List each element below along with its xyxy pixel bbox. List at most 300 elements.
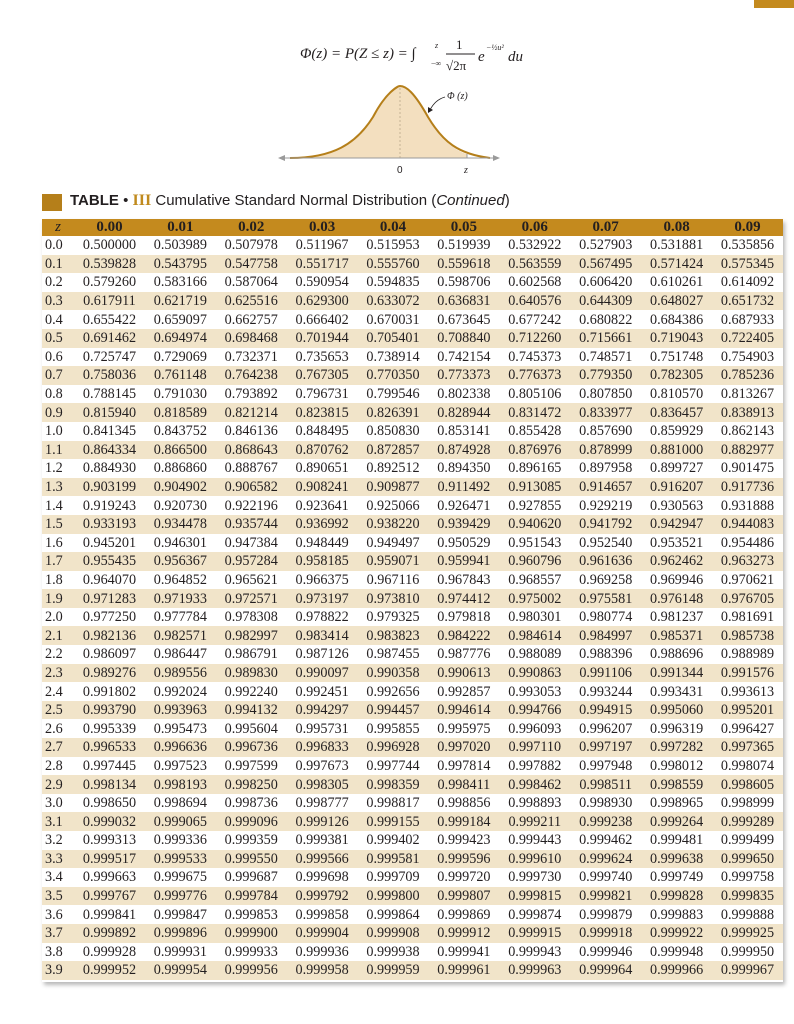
z-value-cell: 2.8 [45, 757, 63, 774]
probability-cell: 0.850830 [366, 423, 420, 440]
probability-cell: 0.996636 [153, 739, 207, 756]
probability-cell: 0.531881 [649, 237, 704, 254]
probability-cell: 0.956367 [153, 553, 207, 570]
probability-cell: 0.999581 [366, 850, 420, 867]
probability-cell: 0.999815 [508, 888, 562, 905]
probability-cell: 0.610261 [649, 274, 704, 291]
title-roman-numeral: III [132, 192, 152, 209]
probability-cell: 0.997814 [437, 757, 491, 774]
probability-cell: 0.559618 [437, 255, 491, 272]
shaded-area [290, 86, 467, 158]
probability-cell: 0.972571 [224, 590, 278, 607]
table-row [42, 775, 783, 794]
probability-cell: 0.997599 [224, 757, 278, 774]
probability-cell: 0.987776 [437, 646, 491, 663]
probability-cell: 0.971283 [82, 590, 137, 607]
probability-cell: 0.939429 [437, 516, 491, 533]
probability-cell: 0.999359 [224, 832, 278, 849]
probability-cell: 0.989830 [224, 664, 278, 681]
probability-cell: 0.598706 [437, 274, 491, 291]
probability-cell: 0.978308 [224, 609, 278, 626]
probability-cell: 0.802338 [437, 386, 491, 403]
probability-cell: 0.708840 [437, 330, 491, 347]
probability-cell: 0.745373 [508, 348, 562, 365]
probability-cell: 0.791030 [153, 386, 207, 403]
probability-cell: 0.975002 [508, 590, 562, 607]
probability-cell: 0.587064 [224, 274, 278, 291]
table-row [42, 422, 783, 441]
probability-cell: 0.878999 [579, 441, 633, 458]
probability-cell: 0.532922 [508, 237, 562, 254]
probability-cell: 0.995473 [153, 720, 207, 737]
probability-cell: 0.673645 [437, 311, 491, 328]
probability-cell: 0.977250 [82, 609, 137, 626]
probability-cell: 0.934478 [153, 516, 207, 533]
probability-cell: 0.993053 [508, 683, 562, 700]
probability-cell: 0.992024 [153, 683, 207, 700]
probability-cell: 0.503989 [153, 237, 207, 254]
probability-cell: 0.738914 [366, 348, 420, 365]
probability-cell: 0.999698 [295, 869, 349, 886]
probability-cell: 0.999776 [153, 888, 207, 905]
fraction-denominator: √2π [446, 58, 467, 73]
table-row [42, 403, 783, 422]
probability-cell: 0.999032 [82, 813, 137, 830]
column-header: 0.08 [663, 219, 690, 235]
column-header: 0.02 [238, 219, 265, 235]
probability-cell: 0.929219 [579, 497, 633, 514]
table-row [42, 626, 783, 645]
table-row [42, 366, 783, 385]
z-value-cell: 0.5 [45, 330, 63, 347]
probability-cell: 0.998817 [366, 795, 420, 812]
probability-cell: 0.996319 [649, 720, 704, 737]
fraction-numerator: 1 [456, 37, 463, 52]
probability-cell: 0.519939 [437, 237, 491, 254]
probability-cell: 0.583166 [153, 274, 207, 291]
probability-cell: 0.936992 [295, 516, 349, 533]
probability-cell: 0.984614 [508, 627, 562, 644]
probability-cell: 0.959941 [437, 553, 491, 570]
probability-cell: 0.904902 [153, 479, 207, 496]
probability-cell: 0.785236 [720, 367, 775, 384]
probability-cell: 0.997020 [437, 739, 491, 756]
probability-cell: 0.991344 [649, 664, 704, 681]
probability-cell: 0.648027 [649, 293, 704, 310]
probability-cell: 0.999550 [224, 850, 278, 867]
probability-cell: 0.999963 [508, 962, 562, 979]
z-value-cell: 3.0 [45, 795, 63, 812]
probability-cell: 0.999928 [82, 943, 137, 960]
table-row [42, 329, 783, 348]
z-value-cell: 1.1 [45, 441, 63, 458]
z-value-cell: 2.7 [45, 739, 63, 756]
probability-cell: 0.998074 [720, 757, 775, 774]
probability-cell: 0.826391 [366, 404, 420, 421]
probability-cell: 0.748571 [579, 348, 633, 365]
probability-cell: 0.705401 [366, 330, 420, 347]
probability-cell: 0.999740 [579, 869, 633, 886]
probability-cell: 0.911492 [437, 479, 491, 496]
probability-cell: 0.967843 [437, 571, 491, 588]
formula-du: du [508, 49, 523, 65]
probability-cell: 0.975581 [579, 590, 633, 607]
table-row [42, 738, 783, 757]
probability-cell: 0.701944 [295, 330, 349, 347]
probability-cell: 0.990613 [437, 664, 491, 681]
probability-cell: 0.973810 [366, 590, 420, 607]
z-value-cell: 0.9 [45, 404, 63, 421]
probability-cell: 0.999499 [720, 832, 775, 849]
probability-cell: 0.998012 [649, 757, 704, 774]
probability-cell: 0.964852 [153, 571, 207, 588]
probability-cell: 0.999807 [437, 888, 491, 905]
probability-cell: 0.670031 [366, 311, 420, 328]
z-value-cell: 2.3 [45, 664, 63, 681]
probability-cell: 0.999864 [366, 906, 420, 923]
probability-cell: 0.758036 [82, 367, 137, 384]
probability-cell: 0.874928 [437, 441, 491, 458]
probability-cell: 0.999481 [649, 832, 704, 849]
probability-cell: 0.977784 [153, 609, 207, 626]
probability-cell: 0.999096 [224, 813, 278, 830]
table-row [42, 385, 783, 404]
probability-cell: 0.511967 [295, 237, 349, 254]
probability-cell: 0.992240 [224, 683, 278, 700]
probability-cell: 0.870762 [295, 441, 349, 458]
z-value-cell: 0.0 [45, 237, 63, 254]
z-value-cell: 3.4 [45, 869, 63, 886]
probability-cell: 0.999966 [649, 962, 704, 979]
probability-cell: 0.843752 [153, 423, 207, 440]
probability-cell: 0.999879 [579, 906, 633, 923]
probability-cell: 0.941792 [579, 516, 633, 533]
probability-cell: 0.958185 [295, 553, 349, 570]
probability-cell: 0.989556 [153, 664, 207, 681]
probability-cell: 0.864334 [82, 441, 137, 458]
table-row [42, 552, 783, 571]
probability-cell: 0.922196 [224, 497, 278, 514]
probability-cell: 0.999950 [720, 943, 775, 960]
probability-cell: 0.976705 [720, 590, 775, 607]
probability-cell: 0.857690 [579, 423, 633, 440]
probability-cell: 0.988089 [508, 646, 562, 663]
probability-cell: 0.998559 [649, 776, 704, 793]
table-row [42, 812, 783, 831]
probability-cell: 0.659097 [153, 311, 207, 328]
probability-cell: 0.841345 [82, 423, 137, 440]
column-header: z [55, 219, 61, 235]
probability-cell: 0.976148 [649, 590, 704, 607]
phi-z-label: Φ (z) [447, 91, 468, 102]
probability-cell: 0.989276 [82, 664, 137, 681]
probability-cell: 0.999462 [579, 832, 633, 849]
probability-cell: 0.999941 [437, 943, 491, 960]
probability-cell: 0.906582 [224, 479, 278, 496]
probability-cell: 0.892512 [366, 460, 420, 477]
probability-cell: 0.982136 [82, 627, 137, 644]
probability-cell: 0.818589 [153, 404, 207, 421]
probability-cell: 0.515953 [366, 237, 420, 254]
label-pointer-arrow [430, 97, 445, 110]
probability-cell: 0.999336 [153, 832, 207, 849]
probability-cell: 0.990097 [295, 664, 349, 681]
probability-cell: 0.942947 [649, 516, 704, 533]
probability-cell: 0.662757 [224, 311, 278, 328]
probability-cell: 0.838913 [720, 404, 775, 421]
probability-cell: 0.996533 [82, 739, 137, 756]
probability-cell: 0.935744 [224, 516, 278, 533]
probability-cell: 0.999874 [508, 906, 562, 923]
column-header: 0.01 [167, 219, 194, 235]
probability-cell: 0.987126 [295, 646, 349, 663]
probability-cell: 0.940620 [508, 516, 562, 533]
table-row [42, 943, 783, 962]
probability-cell: 0.998893 [508, 795, 562, 812]
probability-cell: 0.779350 [579, 367, 633, 384]
probability-cell: 0.680822 [579, 311, 633, 328]
probability-cell: 0.993613 [720, 683, 775, 700]
table-row [42, 868, 783, 887]
probability-cell: 0.999709 [366, 869, 420, 886]
probability-cell: 0.965621 [224, 571, 278, 588]
probability-cell: 0.999948 [649, 943, 704, 960]
probability-cell: 0.999841 [82, 906, 137, 923]
probability-cell: 0.999931 [153, 943, 207, 960]
z-value-cell: 0.1 [45, 255, 63, 272]
probability-cell: 0.984222 [437, 627, 491, 644]
probability-cell: 0.974412 [437, 590, 491, 607]
table-row [42, 645, 783, 664]
probability-cell: 0.848495 [295, 423, 349, 440]
probability-cell: 0.999828 [649, 888, 704, 905]
probability-cell: 0.926471 [437, 497, 491, 514]
probability-cell: 0.833977 [579, 404, 633, 421]
probability-cell: 0.999967 [720, 962, 775, 979]
probability-cell: 0.998511 [579, 776, 633, 793]
probability-cell: 0.909877 [366, 479, 420, 496]
probability-cell: 0.983823 [366, 627, 420, 644]
probability-cell: 0.979818 [437, 609, 491, 626]
probability-cell: 0.729069 [153, 348, 207, 365]
probability-cell: 0.999264 [649, 813, 704, 830]
probability-cell: 0.999155 [366, 813, 420, 830]
table-row [42, 719, 783, 738]
probability-cell: 0.998777 [295, 795, 349, 812]
probability-cell: 0.575345 [720, 255, 775, 272]
probability-cell: 0.949497 [366, 534, 420, 551]
column-header: 0.06 [521, 219, 548, 235]
probability-cell: 0.953521 [649, 534, 704, 551]
exp-power: −½u² [486, 43, 504, 52]
probability-cell: 0.999821 [579, 888, 633, 905]
probability-cell: 0.979325 [366, 609, 420, 626]
probability-cell: 0.997744 [366, 757, 420, 774]
probability-cell: 0.999792 [295, 888, 349, 905]
probability-cell: 0.999650 [720, 850, 775, 867]
probability-cell: 0.571424 [649, 255, 704, 272]
probability-cell: 0.853141 [437, 423, 491, 440]
z-value-cell: 3.6 [45, 906, 63, 923]
probability-cell: 0.807850 [579, 386, 633, 403]
probability-cell: 0.997445 [82, 757, 137, 774]
probability-cell: 0.666402 [295, 311, 349, 328]
probability-cell: 0.999922 [649, 925, 704, 942]
probability-cell: 0.899727 [649, 460, 704, 477]
integral-upper-limit: z [435, 41, 439, 50]
probability-cell: 0.999211 [508, 813, 562, 830]
table-row [42, 664, 783, 683]
probability-cell: 0.555760 [366, 255, 420, 272]
z-value-cell: 2.4 [45, 683, 63, 700]
z-value-cell: 3.1 [45, 813, 63, 830]
probability-cell: 0.981237 [649, 609, 704, 626]
probability-cell: 0.855428 [508, 423, 562, 440]
probability-cell: 0.563559 [508, 255, 562, 272]
probability-cell: 0.684386 [649, 311, 704, 328]
probability-cell: 0.999900 [224, 925, 278, 942]
probability-cell: 0.992857 [437, 683, 491, 700]
table-row [42, 310, 783, 329]
z-value-cell: 3.9 [45, 962, 63, 979]
probability-cell: 0.986791 [224, 646, 278, 663]
probability-cell: 0.999663 [82, 869, 137, 886]
probability-cell: 0.815940 [82, 404, 137, 421]
normal-curve-figure [278, 82, 500, 176]
z-value-cell: 3.3 [45, 850, 63, 867]
probability-cell: 0.913085 [508, 479, 562, 496]
probability-cell: 0.980301 [508, 609, 562, 626]
probability-cell: 0.993963 [153, 702, 207, 719]
probability-cell: 0.920730 [153, 497, 207, 514]
z-value-cell: 0.3 [45, 293, 63, 310]
formula-lhs: Φ(z) = P(Z ≤ z) = ∫ [300, 46, 416, 62]
z-value-cell: 3.2 [45, 832, 63, 849]
probability-cell: 0.999610 [508, 850, 562, 867]
probability-cell: 0.998965 [649, 795, 704, 812]
probability-cell: 0.996833 [295, 739, 349, 756]
probability-cell: 0.993244 [579, 683, 633, 700]
probability-cell: 0.962462 [649, 553, 704, 570]
probability-cell: 0.719043 [649, 330, 704, 347]
column-header: 0.09 [734, 219, 761, 235]
probability-cell: 0.994132 [224, 702, 278, 719]
probability-cell: 0.998359 [366, 776, 420, 793]
probability-cell: 0.901475 [720, 460, 775, 477]
probability-cell: 0.999758 [720, 869, 775, 886]
probability-cell: 0.999443 [508, 832, 562, 849]
probability-cell: 0.917736 [720, 479, 775, 496]
pointer-arrowhead-icon [428, 107, 433, 113]
column-header: 0.07 [592, 219, 619, 235]
probability-cell: 0.988989 [720, 646, 775, 663]
probability-cell: 0.997673 [295, 757, 349, 774]
probability-cell: 0.950529 [437, 534, 491, 551]
table-row [42, 273, 783, 292]
probability-cell: 0.997365 [720, 739, 775, 756]
probability-cell: 0.999533 [153, 850, 207, 867]
probability-cell: 0.999517 [82, 850, 137, 867]
probability-cell: 0.938220 [366, 516, 420, 533]
probability-cell: 0.821214 [224, 404, 278, 421]
probability-cell: 0.985371 [649, 627, 704, 644]
probability-cell: 0.805106 [508, 386, 562, 403]
probability-cell: 0.955435 [82, 553, 137, 570]
probability-cell: 0.614092 [720, 274, 775, 291]
probability-cell: 0.998250 [224, 776, 278, 793]
title-bullet: • [123, 192, 129, 209]
axis-label-zero: 0 [397, 165, 403, 176]
probability-cell: 0.507978 [224, 237, 278, 254]
probability-cell: 0.960796 [508, 553, 562, 570]
probability-cell: 0.732371 [224, 348, 278, 365]
probability-cell: 0.925066 [366, 497, 420, 514]
table-row [42, 496, 783, 515]
probability-cell: 0.694974 [153, 330, 207, 347]
cdf-formula [300, 36, 530, 76]
probability-cell: 0.999800 [366, 888, 420, 905]
probability-cell: 0.999912 [437, 925, 491, 942]
probability-cell: 0.995201 [720, 702, 775, 719]
probability-cell: 0.823815 [295, 404, 349, 421]
probability-cell: 0.954486 [720, 534, 775, 551]
probability-cell: 0.872857 [366, 441, 420, 458]
probability-cell: 0.999908 [366, 925, 420, 942]
probability-cell: 0.897958 [579, 460, 633, 477]
probability-cell: 0.999958 [295, 962, 349, 979]
probability-cell: 0.998856 [437, 795, 491, 812]
probability-cell: 0.998650 [82, 795, 137, 812]
probability-cell: 0.916207 [649, 479, 704, 496]
probability-cell: 0.999381 [295, 832, 349, 849]
table-row [42, 478, 783, 497]
probability-cell: 0.999936 [295, 943, 349, 960]
probability-cell: 0.543795 [153, 255, 207, 272]
probability-cell: 0.773373 [437, 367, 491, 384]
probability-cell: 0.967116 [366, 571, 420, 588]
probability-cell: 0.999238 [579, 813, 633, 830]
probability-cell: 0.770350 [366, 367, 420, 384]
probability-cell: 0.712260 [508, 330, 562, 347]
probability-cell: 0.655422 [82, 311, 137, 328]
table-row [42, 459, 783, 478]
z-value-cell: 0.4 [45, 311, 63, 328]
z-value-cell: 1.0 [45, 423, 63, 440]
probability-cell: 0.691462 [82, 330, 137, 347]
probability-cell: 0.999943 [508, 943, 562, 960]
probability-cell: 0.946301 [153, 534, 207, 551]
axis-arrow-right-icon [493, 155, 500, 161]
probability-cell: 0.715661 [579, 330, 633, 347]
title-color-square [42, 194, 62, 211]
probability-cell: 0.986097 [82, 646, 137, 663]
probability-cell: 0.961636 [579, 553, 633, 570]
probability-cell: 0.933193 [82, 516, 137, 533]
probability-cell: 0.945201 [82, 534, 137, 551]
probability-cell: 0.908241 [295, 479, 349, 496]
z-value-cell: 1.6 [45, 534, 63, 551]
probability-cell: 0.788145 [82, 386, 137, 403]
probability-cell: 0.996207 [579, 720, 633, 737]
probability-cell: 0.535856 [720, 237, 775, 254]
probability-cell: 0.992451 [295, 683, 349, 700]
probability-cell: 0.970621 [720, 571, 775, 588]
probability-cell: 0.999904 [295, 925, 349, 942]
corner-color-tab [754, 0, 794, 8]
z-value-cell: 2.6 [45, 720, 63, 737]
probability-cell: 0.923641 [295, 497, 349, 514]
probability-cell: 0.999946 [579, 943, 633, 960]
